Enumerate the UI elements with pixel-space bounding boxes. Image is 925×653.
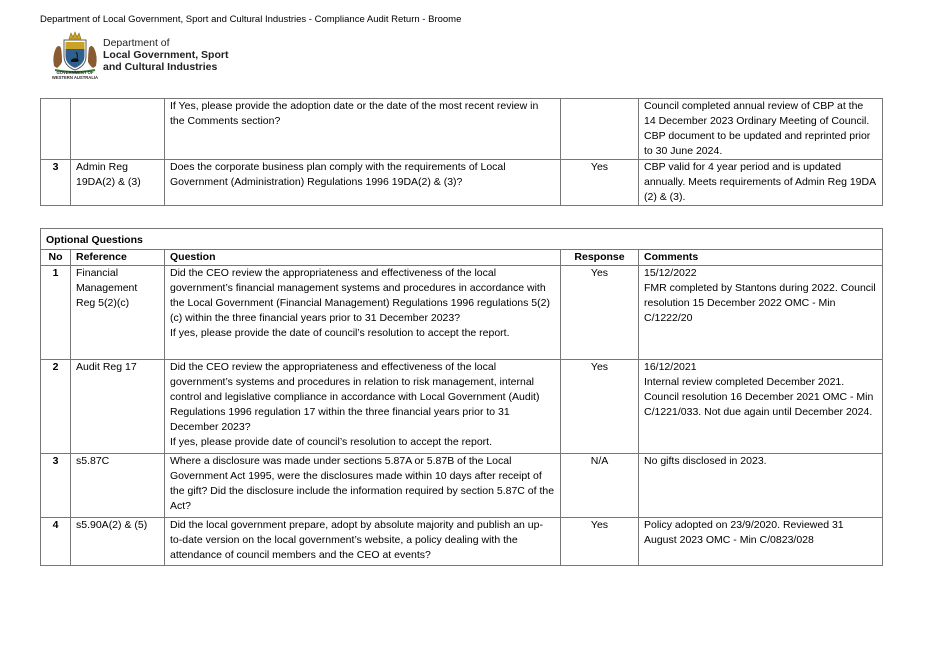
row-question: Where a disclosure was made under sections 5.87A or 5.87B of the Local Government Act 1995, were the disclosures made within 10 days after receipt of the gift? Did the disclosure include the information required by section 5.87C of the Act? xyxy=(165,454,561,518)
row-response: N/A xyxy=(561,454,639,518)
row-question: If Yes, please provide the adoption date or the date of the most recent review in the Comments section? xyxy=(165,99,561,160)
col-header-comments: Comments xyxy=(639,250,883,266)
row-number: 4 xyxy=(41,518,71,566)
row-number: 1 xyxy=(41,266,71,360)
table-row xyxy=(41,266,883,360)
comment-date: 15/12/2022 xyxy=(644,267,697,279)
row-response: Yes xyxy=(561,266,639,360)
row-comments: Policy adopted on 23/9/2020. Reviewed 31 August 2023 OMC - Min C/0823/028 xyxy=(639,518,883,566)
question-text: Did the CEO review the appropriateness and effectiveness of the local government’s systems and procedures in relation to risk management, internal control and legislative compliance in accordance with Local Government (Audit) Regulations 1996 regulation 17 within the three financial years prior to 31 December 2023? xyxy=(170,361,540,433)
section-title-row xyxy=(41,229,883,250)
row-question: Does the corporate business plan comply with the requirements of Local Government (Administration) Regulations 1996 19DA(2) & (3)? xyxy=(165,160,561,206)
document-header: Department of Local Government, Sport and Cultural Industries - Compliance Audit Return - Broome xyxy=(40,14,462,25)
table-row xyxy=(41,518,883,566)
row-comments: No gifts disclosed in 2023. xyxy=(639,454,883,518)
col-header-response: Response xyxy=(561,250,639,266)
row-question xyxy=(165,360,561,454)
table-row xyxy=(41,454,883,518)
question-text: Did the CEO review the appropriateness and effectiveness of the local government’s financial management systems and procedures in accordance with the Local Government (Financial Management) Regulations 1996 regulations 5(2)(c) within the three financial years prior to 31 December 2023? xyxy=(170,267,550,324)
section-title: Optional Questions xyxy=(41,229,883,250)
row-number xyxy=(41,99,71,160)
row-reference: Admin Reg 19DA(2) & (3) xyxy=(71,160,165,206)
col-header-question: Question xyxy=(165,250,561,266)
comment-detail: FMR completed by Stantons during 2022. Council resolution 15 December 2022 OMC - Min C/1222/20 xyxy=(644,282,876,324)
row-comments xyxy=(639,360,883,454)
department-logo xyxy=(47,30,257,84)
row-number: 2 xyxy=(41,360,71,454)
row-response xyxy=(561,99,639,160)
question-note: If yes, please provide date of council’s resolution to accept the report. xyxy=(170,436,492,448)
row-reference: Audit Reg 17 xyxy=(71,360,165,454)
row-reference: Financial Management Reg 5(2)(c) xyxy=(71,266,165,360)
department-name: Department of Local Government, Sport and Cultural Industries xyxy=(103,37,229,73)
optional-questions-table xyxy=(40,228,883,566)
col-header-reference: Reference xyxy=(71,250,165,266)
row-response: Yes xyxy=(561,360,639,454)
row-reference: s5.87C xyxy=(71,454,165,518)
comment-detail: Internal review completed December 2021. Council resolution 16 December 2021 OMC - Min C/1221/033. Not due again until December 2024. xyxy=(644,376,874,418)
comment-date: 16/12/2021 xyxy=(644,361,697,373)
row-comments xyxy=(639,266,883,360)
row-number: 3 xyxy=(41,454,71,518)
column-header-row xyxy=(41,250,883,266)
question-note: If yes, please provide the date of council’s resolution to accept the report. xyxy=(170,327,510,339)
row-comments: CBP valid for 4 year period and is updated annually. Meets requirements of Admin Reg 19DA (2) & (3). xyxy=(639,160,883,206)
row-question: Did the local government prepare, adopt by absolute majority and publish an up-to-date version on the local government’s website, a policy dealing with the attendance of council members and the CEO at events? xyxy=(165,518,561,566)
row-response: Yes xyxy=(561,160,639,206)
continuation-table xyxy=(40,98,883,206)
table-row xyxy=(41,160,883,206)
row-comments: Council completed annual review of CBP at the 14 December 2023 Ordinary Meeting of Council. CBP document to be updated and reprinted prior to 30 June 2024. xyxy=(639,99,883,160)
row-reference: s5.90A(2) & (5) xyxy=(71,518,165,566)
row-question xyxy=(165,266,561,360)
row-number: 3 xyxy=(41,160,71,206)
col-header-no: No xyxy=(41,250,71,266)
crest-caption: GOVERNMENT OF WESTERN AUSTRALIA xyxy=(51,70,99,80)
row-response: Yes xyxy=(561,518,639,566)
table-row xyxy=(41,99,883,160)
table-row xyxy=(41,360,883,454)
row-reference xyxy=(71,99,165,160)
